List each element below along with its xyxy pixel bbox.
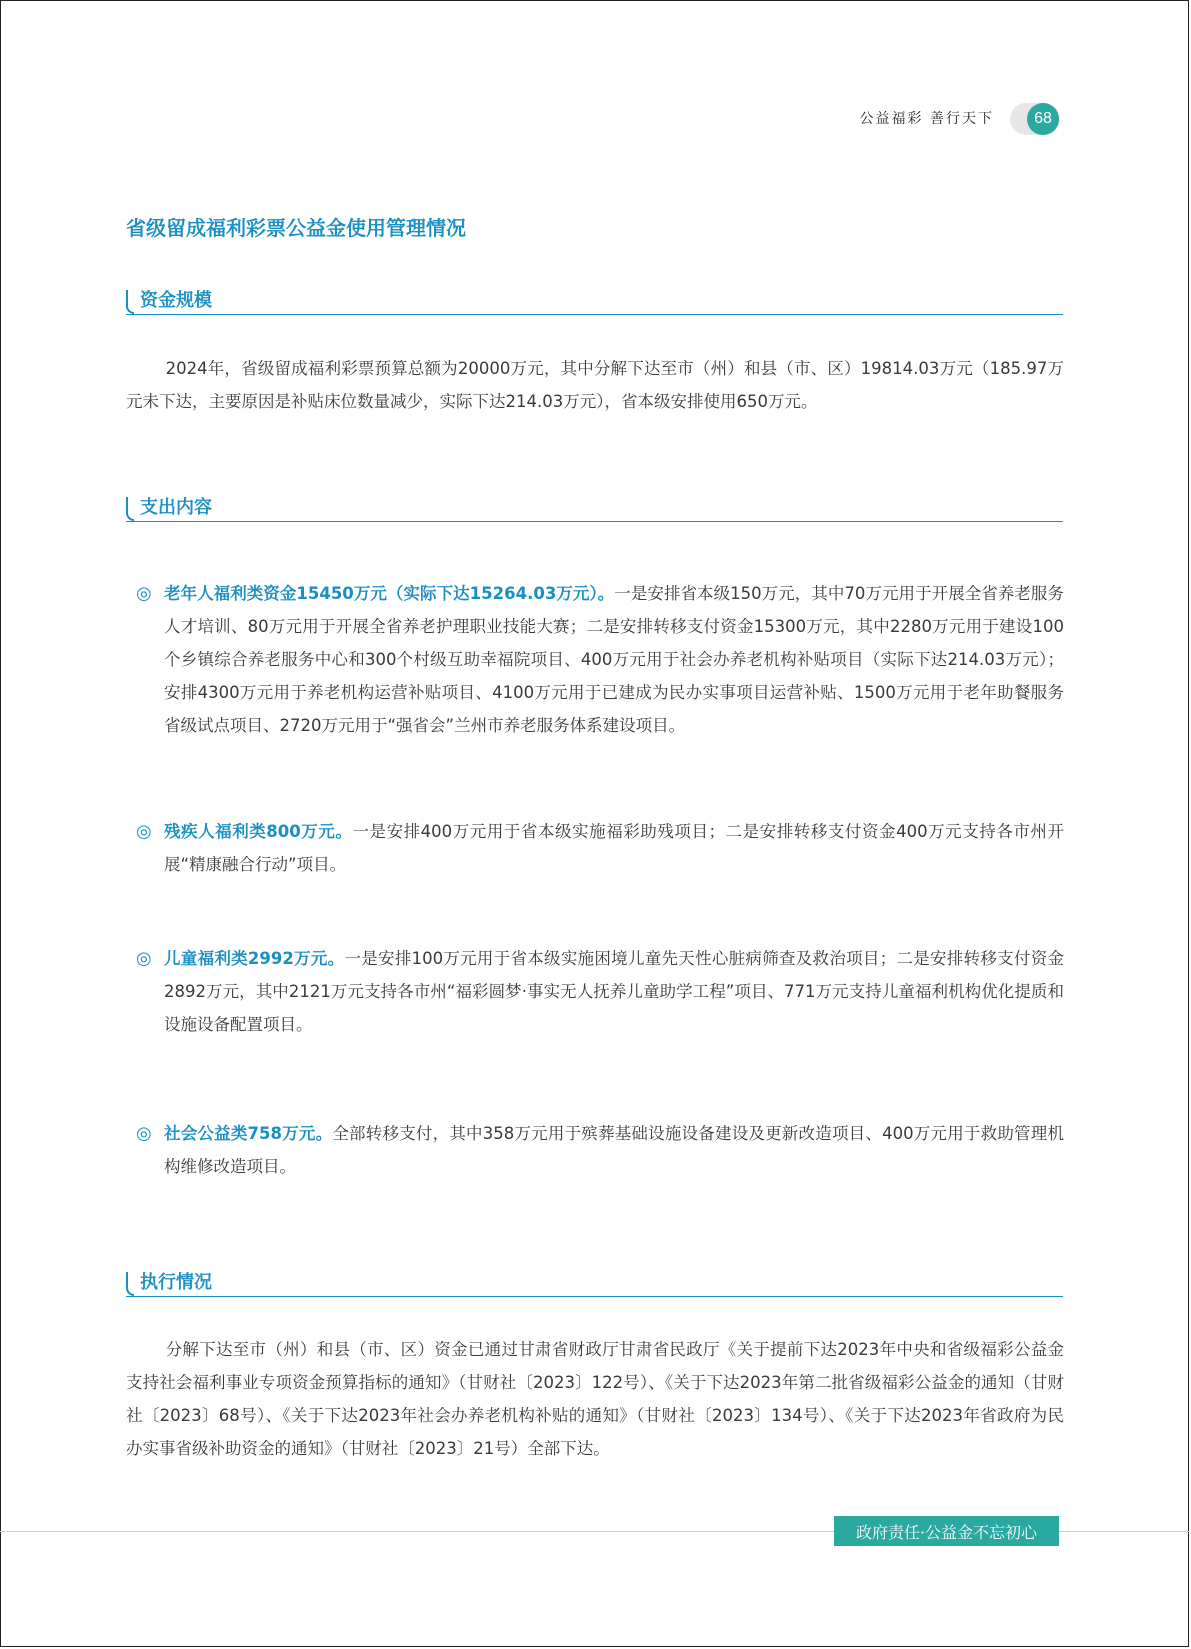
scale-paragraph: 2024年，省级留成福利彩票预算总额为20000万元，其中分解下达至市（州）和县（市、区）19814.03万元（185.97万元未下达，主要原因是补贴床位数量减少，实际下达214.03万元），省本级安排使用650万元。 (126, 359, 1064, 411)
item-body: 一是安排省本级150万元，其中70万元用于开展全省养老服务人才培训、80万元用于开展全省养老护理职业技能大赛；二是安排转移支付资金15300万元，其中2280万元用于建设100个乡镇综合养老服务中心和300个村级互助幸福院项目、400万元用于社会办养老机构补贴项目（实际下达214.03万元）；安排4300万元用于养老机构运营补贴项目、4100万元用于已建成为民办实事项目运营补贴、1500万元用于老年助餐服务省级试点项目、2720万元用于“强省会”兰州市养老服务体系建设项目。 (164, 584, 1064, 735)
execution-paragraph: 分解下达至市（州）和县（市、区）资金已通过甘肃省财政厅甘肃省民政厅《关于提前下达2023年中央和省级福彩公益金支持社会福利事业专项资金预算指标的通知》（甘财社〔2023〕122号）、《关于下达2023年第二批省级福彩公益金的通知（甘财社〔2023〕68号）、《关于下达2023年社会办养老机构补贴的通知》（甘财社〔2023〕134号）、《关于下达2023年省政府为民办实事省级补助资金的通知》（甘财社〔2023〕21号）全部下达。 (126, 1340, 1064, 1458)
bullet-circle-icon: ◎ (136, 1123, 152, 1144)
item-highlight: 残疾人福利类800万元。 (164, 822, 353, 841)
bullet-circle-icon: ◎ (136, 821, 152, 842)
section-heading-expenditure (126, 493, 1063, 522)
section-bracket-icon (126, 497, 134, 521)
section-heading-scale (126, 286, 1063, 315)
bullet-circle-icon: ◎ (136, 583, 152, 604)
section-heading-label: 资金规模 (140, 290, 212, 311)
page-title: 省级留成福利彩票公益金使用管理情况 (126, 216, 466, 240)
expenditure-item-elderly (136, 577, 1064, 742)
section-heading-execution (126, 1268, 1063, 1297)
page-number: 68 (1027, 103, 1059, 135)
section-heading-label: 支出内容 (140, 497, 212, 518)
section-bracket-icon (126, 290, 134, 314)
expenditure-item-disabled (136, 815, 1064, 881)
item-body: 一是安排400万元用于省本级实施福彩助残项目；二是安排转移支付资金400万元支持各市州开展“精康融合行动”项目。 (164, 822, 1064, 874)
expenditure-item-children (136, 942, 1064, 1041)
section-heading-label: 执行情况 (140, 1272, 212, 1293)
item-body: 全部转移支付，其中358万元用于殡葬基础设施设备建设及更新改造项目、400万元用于救助管理机构维修改造项目。 (164, 1124, 1064, 1176)
footer-tag: 政府责任·公益金不忘初心 (834, 1516, 1059, 1546)
header-slogan: 公益福彩 善行天下 (859, 111, 994, 127)
section-bracket-icon (126, 1272, 134, 1296)
item-highlight: 儿童福利类2992万元。 (164, 949, 345, 968)
bullet-circle-icon: ◎ (136, 948, 152, 969)
item-highlight: 老年人福利类资金15450万元（实际下达15264.03万元）。 (164, 584, 615, 603)
expenditure-item-public-welfare (136, 1117, 1064, 1183)
item-body: 一是安排100万元用于省本级实施困境儿童先天性心脏病筛查及救治项目；二是安排转移支付资金2892万元，其中2121万元支持各市州“福彩圆梦·事实无人抚养儿童助学工程”项目、771万元支持儿童福利机构优化提质和设施设备配置项目。 (164, 949, 1064, 1034)
item-highlight: 社会公益类758万元。 (164, 1124, 333, 1143)
